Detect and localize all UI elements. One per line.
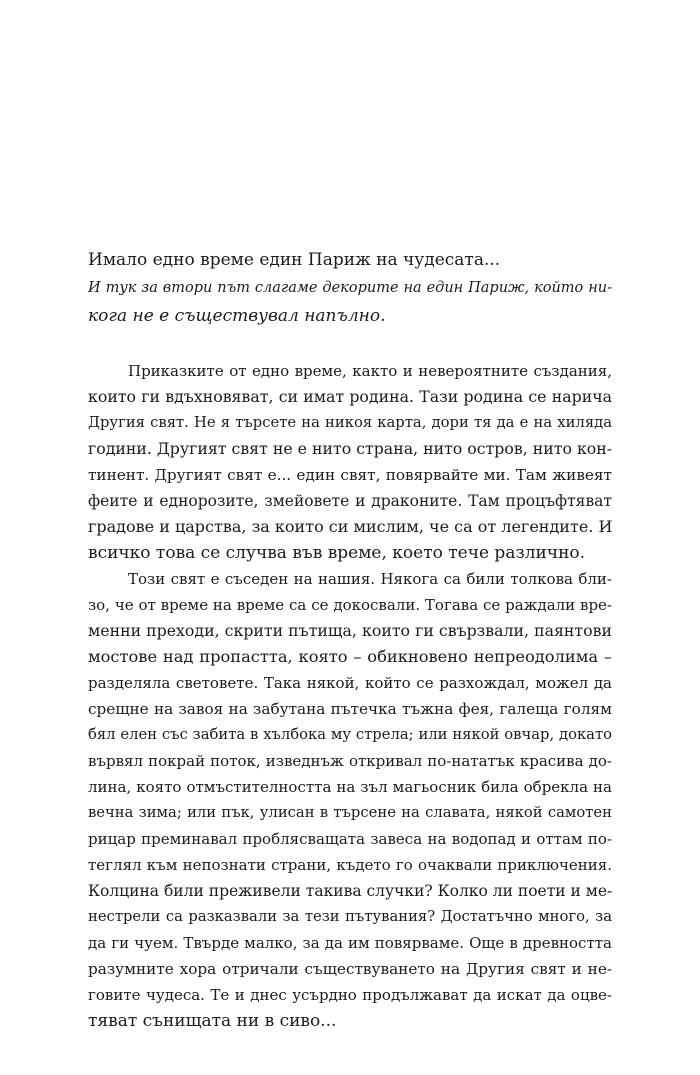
paragraph-line: лина, която отмъстителността на зъл магьосник била обрекла на — [88, 778, 612, 796]
intro-italic-line: кога не е съществувал напълно. — [88, 306, 386, 326]
paragraph-line: Този свят е съседен на нашия. Някога са били толкова бли- — [128, 570, 612, 588]
paragraph-line: вървял покрай поток, изведнъж откривал по-нататък красива до- — [88, 752, 612, 770]
paragraph-line: Приказките от едно време, както и невероятните създания, — [128, 362, 612, 380]
body-text — [88, 358, 612, 1034]
paragraph-line: бял елен със забита в хълбока му стрела; или някой овчар, докато — [88, 726, 612, 743]
paragraph-line: тинент. Другият свят е... един свят, повярвайте ми. Там живеят — [88, 466, 612, 484]
paragraph-line: теглял към непознати страни, където го очаквали приключения. — [88, 856, 612, 874]
paragraph-line: рицар преминавал проблясващата завеса на водопад и оттам по- — [88, 830, 612, 848]
paragraph-line: нестрели са разказвали за тези пътувания? Достатъчно много, за — [88, 908, 612, 925]
paragraph-line: да ги чуем. Твърде малко, за да им повярваме. Още в древността — [88, 934, 612, 952]
paragraph-line: разделяла световете. Така някой, който се разхождал, можел да — [88, 674, 612, 692]
paragraph-line: менни преходи, скрити пътища, които ги свързвали, паянтови — [88, 621, 612, 640]
paragraph-line: които ги вдъхновяват, си имат родина. Тази родина се нарича — [88, 387, 612, 406]
paragraph-line: феите и еднорозите, змейовете и драконите. Там процъфтяват — [88, 492, 612, 510]
intro-heading: Имало едно време един Париж на чудесата... — [88, 250, 501, 270]
paragraph-line: зо, че от време на време са се докосвали. Тогава се раждали вре- — [88, 596, 612, 614]
paragraph-line: Другия свят. Не я търсете на никоя карта, дори тя да е на хиляда — [88, 414, 612, 431]
paragraph-line: вечна зима; или пък, улисан в търсене на славата, някой самотен — [88, 804, 612, 821]
intro-block — [88, 246, 612, 330]
paragraph-line: срещне на завоя на забутана пътечка тъжна фея, галеща голям — [88, 700, 612, 718]
paragraph-line: Колцина били преживели такива случки? Колко ли поети и ме- — [88, 882, 612, 900]
paragraph-line: градове и царства, за които си мислим, че са от легендите. И — [88, 517, 612, 536]
paragraph-line: мостове над пропастта, която – обикновено непреодолима – — [88, 647, 612, 666]
paragraph-line: години. Другият свят не е нито страна, нито остров, нито кон- — [88, 439, 612, 458]
intro-italic-line: И тук за втори път слагаме декорите на един Париж, който ни- — [88, 280, 612, 296]
paragraph-line: говите чудеса. Те и днес усърдно продължават да искат да оцве- — [88, 986, 612, 1004]
paragraph-line: разумните хора отричали съществуването на Другия свят и не- — [88, 960, 612, 978]
paragraph-line: всичко това се случва във време, което тече различно. — [88, 543, 586, 563]
paragraph-line: тяват сънищата ни в сиво... — [88, 1011, 337, 1031]
